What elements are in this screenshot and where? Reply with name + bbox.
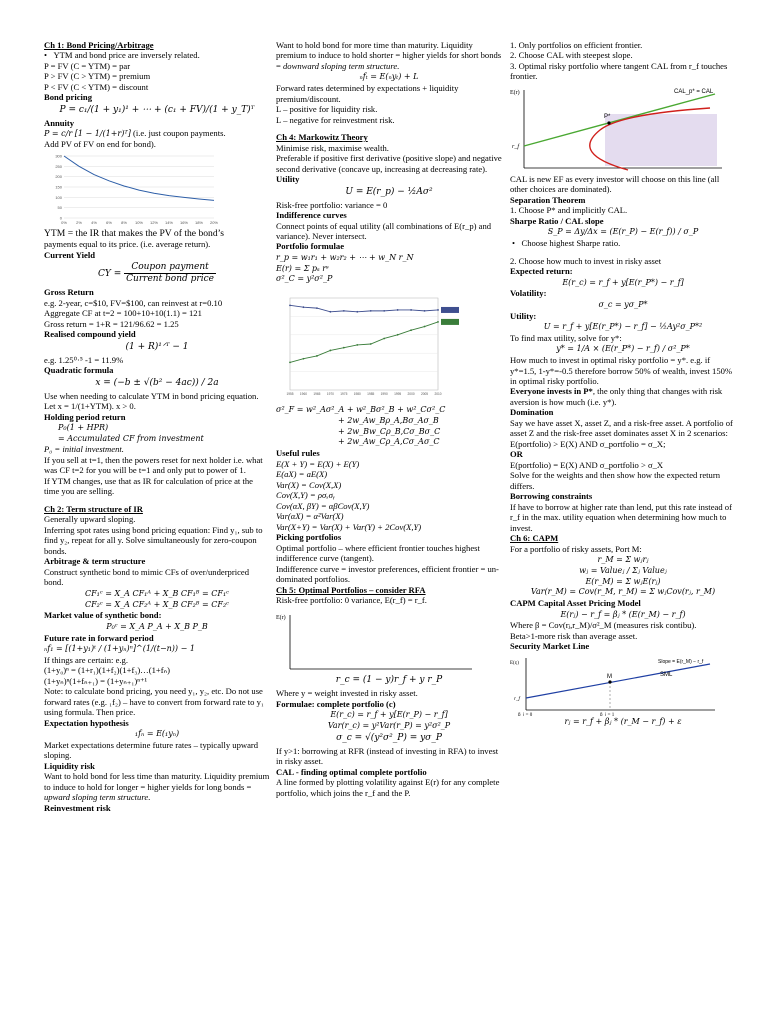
cy-numerator: Coupon payment: [124, 262, 216, 274]
gross-return-line: Gross return = 1+R = 121/96.62 = 1.25: [44, 318, 179, 329]
utility-equation: U = E(r_p) − ½Aσ²: [345, 186, 433, 197]
future-rate-equation: ₙf₁ = [(1+y₁)ᵗ / (1+yₙ)ⁿ]^(1/(t−n)) − 1: [44, 644, 195, 653]
rf-label: r_f: [512, 143, 520, 150]
domination-line: Say we have asset X, asset Z, and a risk-free asset. A portfolio of asset Z and the risk-free asset dominates asset X in 2 scenarios:: [510, 417, 733, 439]
rule: E(aX) = aE(X): [276, 469, 328, 480]
market-label: M: [607, 673, 612, 680]
quadratic-note: Use when needing to calculate YTM in bond pricing equation. Let x = 1/(1+YTM). x > 0.: [44, 390, 259, 412]
utility-heading: Utility: [276, 174, 300, 185]
ytm-definition-2: payments equal to its price. (i.e. average return).: [44, 239, 211, 250]
gross-return-line: e.g. 2-year, c=$10, FV=$100, can reinvest at r=0.10: [44, 297, 223, 308]
ch2-title: Ch 2: Term structure of IR: [44, 503, 143, 514]
ch6-line: For a portfolio of risky assets, Port M:: [510, 543, 642, 554]
market-value-heading: Market value of synthetic bond:: [44, 610, 162, 621]
future-rate-note: Note: to calculate bond pricing, you need y₁, y₂, etc. Do not use forward rates (e.g. ₁f₂) – have to convert from forward rate to y₁ using formula. Then price.: [44, 686, 264, 718]
x-tick-label: 1985: [367, 392, 375, 397]
x-tick-label: 2000: [407, 392, 415, 397]
beta-line: Beta>1-more risk than average asset.: [510, 630, 638, 641]
rule: Var(X+Y) = Var(X) + Var(Y) + 2Cov(X,Y): [276, 521, 422, 532]
or-label: OR: [510, 449, 523, 460]
series-point: [424, 310, 426, 312]
expectation-hypothesis-line: Market expectations determine future rates – typically upward sloping.: [44, 739, 259, 761]
optimal-point: [607, 121, 610, 124]
y-tick-label: 200: [55, 173, 62, 179]
x-tick-label: 1955: [286, 392, 294, 397]
hpr-note-2: If YTM changes, use that as IR for calculation of price at the time you are selling.: [44, 475, 253, 497]
x-tick-label: 2%: [76, 219, 82, 225]
picking-portfolios-line: Optimal portfolio – where efficient frontier touches highest indifference curve (tangent).: [276, 542, 480, 564]
x-tick-label: 1980: [353, 392, 361, 397]
column-1: [44, 40, 270, 813]
series-point: [370, 310, 372, 312]
market-point: [608, 680, 611, 683]
optimal-point-label: P*: [604, 113, 611, 120]
complete-portfolio-equation-2: Var(r_c) = y²Var(r_P) = y²σ²_P: [327, 721, 451, 731]
future-rate-line: (1+y₀)ⁿ = (1+r₁)(1+f₂)(1+f₃)…(1+fₙ): [44, 665, 170, 676]
sml-diagram: [510, 654, 725, 716]
x-tick-label: 16%: [179, 219, 189, 225]
series-point: [397, 309, 399, 311]
indifference-curves-heading: Indifference curves: [276, 210, 347, 221]
everyone-bold: Everyone invests in P*: [510, 386, 593, 397]
series-point: [383, 310, 385, 312]
sml-equation: rⱼ = r_f + βⱼ * (r_M − r_f) + ε: [564, 716, 682, 726]
series-point: [437, 321, 439, 323]
useful-rules-heading: Useful rules: [276, 448, 320, 459]
x-tick-label: 1965: [313, 392, 321, 397]
y-tick-label: 50: [57, 204, 62, 210]
ch6-equation-1: r_M = Σ wⱼrⱼ: [597, 555, 649, 565]
rule: Cov(X,Y) = ρσₓσᵧ: [276, 490, 335, 501]
market-value-equation: P₀ᶜ = X_A P_A + X_B P_B: [106, 621, 208, 631]
ch1-title: Ch 1: Bond Pricing/Arbitrage: [44, 40, 154, 50]
axis-label-er: E(r): [276, 615, 286, 622]
series-point: [437, 309, 439, 311]
x-tick-label: 14%: [164, 219, 174, 225]
capm-equation: E(rⱼ) − r_f = βⱼ * (E(r_M) − r_f): [560, 609, 686, 619]
bond-price-ytm-chart: [44, 150, 219, 228]
how-much-line: How much to invest in optimal risky portfolio = y*. e.g. if y*=1.5, 1-y*=-0.5 therefore borrow 50% of wealth, invest 150% in optimal risky portfolio.: [510, 355, 733, 386]
y-tick-label: 250: [55, 163, 62, 169]
reinvestment-line: L – negative for reinvestment risk.: [276, 114, 395, 125]
ch6-equation-2: wⱼ = Valueⱼ / Σⱼ Valueⱼ: [579, 565, 667, 575]
frontier-shade: [605, 114, 717, 166]
series-point: [383, 338, 385, 340]
capm-heading: CAPM Capital Asset Pricing Model: [510, 598, 641, 609]
ch5-equation: r_c = (1 − y)r_f + y r_P: [335, 675, 443, 686]
series-point: [343, 310, 345, 312]
series-point: [410, 309, 412, 311]
y-tick-label: 100: [55, 194, 62, 200]
gross-return-line: Aggregate CF at t=2 = 100+10+10(1.1) = 121: [44, 308, 202, 319]
series-point: [410, 330, 412, 332]
hpr-equation-1: P₀(1 + HPR): [58, 422, 109, 432]
sharpe-bullet: • Choose highest Sharpe ratio.: [510, 238, 736, 248]
quadratic-heading: Quadratic formula: [44, 365, 114, 376]
beta-one-label: β_j = 1: [600, 712, 615, 716]
price-curve: [64, 156, 214, 200]
x-tick-label: 1975: [340, 392, 348, 397]
ch4-title: Ch 4: Markowitz Theory: [276, 132, 368, 143]
separation-line: 1. Choose P* and implicitly CAL.: [510, 205, 628, 216]
hpr-heading: Holding period return: [44, 411, 126, 422]
separation-line: 2. Choose how much to invest in risky asset: [510, 255, 662, 266]
y-tick-label: 150: [55, 184, 62, 190]
borrowing-constraints-heading: Borrowing constraints: [510, 491, 593, 502]
ch4-line: Minimise risk, maximise wealth.: [276, 142, 389, 153]
y-star-equation: y* = 1/A × (E(r_P*) − r_f) / σ²_P*: [556, 344, 690, 354]
liquidity-risk-italic: upward sloping term structure: [44, 792, 149, 803]
plot-frame: [290, 298, 438, 390]
expected-return-equation: E(r_c) = r_f + y[E(r_P*) − r_f]: [562, 277, 684, 287]
beta-zero-label: β_j = 0: [518, 712, 533, 716]
future-rate-heading: Future rate in forward period: [44, 632, 154, 643]
ch4-line: Preferable if positive first derivative (positive slope) and negative second derivative (concave up, increasing at decreasing rate).: [276, 153, 502, 174]
future-rate-line: (1+yₙ)ⁿ(1+fₙ₊₁) = (1+yₙ₊₁)ⁿ⁺¹: [44, 675, 148, 686]
arbitrage-heading: Arbitrage & term structure: [44, 556, 146, 567]
variance-equation-2: + 2w_Aw_Bρ_A,Bσ_Aσ_B: [338, 415, 439, 425]
bond-pricing-heading: Bond pricing: [44, 92, 92, 103]
sharpe-equation: S_P = Δy/Δx = (E(r_P) − E(r_f)) / σ_P: [547, 227, 699, 237]
x-tick-label: 18%: [194, 219, 204, 225]
variance-equation-3: + 2w_Bw_Cρ_B,Cσ_Bσ_C: [338, 426, 441, 436]
indifference-curves-line: Connect points of equal utility (all combinations of E(r_p) and variance). Never intersect.: [276, 220, 492, 241]
volatility-chart: [276, 292, 461, 404]
sml-line: [526, 664, 710, 698]
slope-label: Slope = E(r_M) − r_f: [658, 658, 704, 665]
arbitrage-equation-1: CF₁ᶜ = X_A CF₁ᴬ + X_B CF₁ᴮ = CF₁ᶜ: [85, 588, 229, 598]
rule: E(X + Y) = E(X) + E(Y): [276, 458, 360, 469]
sharpe-heading: Sharpe Ratio / CAL slope: [510, 215, 604, 226]
rcy-equation: (1 + R)¹ᐟᵀ − 1: [125, 341, 189, 352]
chart-plot-area: [55, 153, 218, 225]
bond-pricing-equation: P = c₁/(1 + y₁)¹ + ⋯ + (c₁ + FV)/(1 + y_T)ᵀ: [59, 104, 255, 115]
series-point: [356, 311, 358, 313]
reinvestment-equation: ₙfₜ = E(ₙyₜ) + L: [359, 72, 419, 82]
x-tick-label: 4%: [91, 219, 97, 225]
x-tick-label: 8%: [121, 219, 127, 225]
ch2-line: Generally upward sloping.: [44, 514, 136, 525]
picking-portfolios-line: Indifference curve = investor preferences, efficient frontier = un-dominated portfolios.: [276, 563, 499, 585]
ytm-definition: YTM = the IR that makes the PV of the bond’s: [44, 227, 225, 239]
rcy-heading: Realised compound yield: [44, 329, 136, 340]
hpr-p0: P₀ = initial investment.: [44, 444, 124, 455]
everyone-text: , the only thing that changes with risk aversion is how much (i.e. y*).: [510, 386, 723, 407]
series-point: [329, 311, 331, 313]
series-end-tag: [441, 307, 459, 313]
x-tick-label: 1990: [380, 392, 388, 397]
sml-heading: Security Market Line: [510, 641, 590, 652]
arbitrage-equation-2: CF₂ᶜ = X_A CF₂ᴬ + X_B CF₂ᴮ = CF₂ᶜ: [85, 599, 229, 609]
reinvestment-risk-heading: Reinvestment risk: [44, 802, 111, 813]
borrowing-constraints-line: If have to borrow at higher rate than lend, put this rate instead of r_f in the max. utility equation when determining how much to invest.: [510, 501, 732, 533]
portfolio-equation-2: E(r) = Σ pₛ rˢ: [276, 263, 329, 273]
y-tick-label: 0: [59, 215, 62, 221]
series-point: [329, 350, 331, 352]
column-3: [510, 40, 736, 728]
series-point: [289, 362, 291, 364]
current-yield-heading: Current Yield: [44, 249, 95, 260]
cal-step: 2. Choose CAL with steepest slope.: [510, 50, 633, 61]
cal-line: A line formed by plotting volatility against E(r) for any complete portfolio, which joins the r_f and the P.: [276, 777, 500, 798]
x-tick-label: 2005: [420, 392, 429, 397]
future-rate-line: If things are certain: e.g.: [44, 654, 128, 665]
series-point: [370, 343, 372, 345]
complete-portfolio-equation-1: E(r_c) = r_f + y[E(r_P) − r_f]: [330, 710, 448, 720]
ch6-equation-4: Var(r_M) = Cov(r_M, r_M) = Σ wⱼCov(rⱼ, r_M): [530, 587, 716, 597]
reinvestment-line: L – positive for liquidity risk.: [276, 104, 378, 115]
expectation-hypothesis-equation: ₁fₙ = E(₁yₙ): [134, 729, 180, 739]
series-point: [356, 344, 358, 346]
series-point: [343, 347, 345, 349]
quadratic-equation: x = (−b ± √(b² − 4ac)) / 2a: [95, 377, 219, 388]
annuity-equation: P = c/r [1 − 1/(1+r)ᵀ]: [44, 129, 131, 139]
x-tick-label: 10%: [134, 219, 144, 225]
x-tick-label: 2010: [434, 392, 442, 397]
reinvestment-risk-text: Want to hold bond for more time than maturity. Liquidity premium to induce to hold shorter = higher yields for short bonds =: [276, 40, 502, 71]
rule: Var(αX) = α²Var(X): [276, 511, 344, 522]
risk-free-cal-diagram: [276, 611, 476, 673]
y-tick-label: 300: [55, 153, 62, 159]
annuity-note-2: Add PV of FV on end for bond).: [44, 139, 156, 150]
cal-step: 1. Only portfolios on efficient frontier.: [510, 40, 643, 50]
series-point: [397, 334, 399, 336]
ch2-line: Inferring spot rates using bond pricing equation: Find y₁, sub to find y₂, repeat for all y. Solve simultaneously for zero-coupon bonds.: [44, 524, 263, 556]
hpr-note: If you sell at t=1, then the powers reset for next holder i.e. what was CF t=2 for you will be t=1 and only put to power of 1.: [44, 454, 263, 476]
liquidity-risk-line: [44, 771, 270, 802]
domination-line: E(portfolio) = E(X) AND σ_portfolio > σ_X: [510, 459, 664, 470]
cal-label: CAL_p* = CAL: [674, 88, 714, 95]
ch5-line: Risk-free portfolio: 0 variance, E(r_f) = r_f.: [276, 594, 427, 605]
portfolio-formulae-heading: Portfolio formulae: [276, 241, 345, 252]
ch5-title: Ch 5: Optimal Portfolios – consider RFA: [276, 584, 426, 595]
series-point: [424, 326, 426, 328]
axis-label-erj: E(rⱼ): [510, 660, 519, 666]
cal-frontier-diagram: [510, 84, 725, 174]
x-tick-label: 12%: [149, 219, 159, 225]
borrowing-note: If y>1: borrowing at RFR (instead of investing in RFA) to invest in risky asset.: [276, 745, 499, 767]
domination-line: E(portfolio) > E(X) AND σ_portfolio = σ_X;: [510, 438, 666, 449]
series-point: [303, 358, 305, 360]
x-tick-label: 6%: [106, 219, 112, 225]
portfolio-equation-1: r_p = w₁r₁ + w₂r₂ + ⋯ + w_N r_N: [276, 252, 414, 262]
series-end-tag: [441, 319, 459, 325]
ch1-line: P < FV (C < YTM) = discount: [44, 81, 149, 92]
series-point: [316, 307, 318, 309]
variance-equation-4: + 2w_Aw_Cρ_A,Cσ_Aσ_C: [338, 437, 440, 447]
x-tick-label: 1995: [394, 392, 402, 397]
cy-lhs: CY =: [98, 269, 122, 280]
ch6-title: Ch 6: CAPM: [510, 533, 559, 544]
capm-where: Where β = Cov(rⱼ,r_M)/σ²_M (measures risk contibu).: [510, 620, 697, 631]
sml-label: SML: [660, 671, 673, 678]
picking-portfolios-heading: Picking portfolios: [276, 532, 342, 543]
current-yield-equation: [44, 262, 270, 285]
arbitrage-line: Construct synthetic bond to mimic CFs of over/underpriced bond.: [44, 566, 250, 588]
liquidity-risk-dot: .: [148, 792, 151, 803]
reinvestment-line: Forward rates determined by expectations + liquidity premium/discount.: [276, 83, 459, 104]
x-tick-label: 0%: [61, 219, 67, 225]
utility-heading: Utility:: [510, 310, 537, 321]
axis-label-er: E(r): [510, 89, 520, 96]
reinvestment-risk-line: [276, 40, 502, 71]
liquidity-risk-text: Want to hold bond for less time than maturity. Liquidity premium to induce to hold for longer = higher yields for long bonds =: [44, 771, 270, 792]
ch1-bullet: • YTM and bond price are inversely related.: [44, 50, 270, 60]
variance-equation-1: σ²_F = w²_Aσ²_A + w²_Bσ²_B + w²_Cσ²_C: [276, 405, 446, 415]
max-utility-line: To find max utility, solve for y*:: [510, 332, 622, 343]
everyone-line: [510, 386, 736, 407]
series-point: [303, 307, 305, 309]
gross-return-heading: Gross Return: [44, 287, 94, 298]
reinvestment-risk-italic: downward sloping term structure.: [280, 60, 400, 71]
column-2: [276, 40, 502, 798]
cal-heading: CAL - finding optimal complete portfolio: [276, 766, 427, 777]
x-tick-label: 20%: [209, 219, 219, 225]
x-tick-label: 1970: [326, 392, 334, 397]
series-point: [289, 305, 291, 307]
domination-line: Solve for the weights and then show how the expected return differs.: [510, 470, 721, 491]
chart-plot-area: [286, 298, 459, 396]
risk-free-portfolio: Risk-free portfolio: variance = 0: [276, 199, 388, 210]
portfolio-equation-3: σ²_C = y²σ²_P: [276, 274, 333, 284]
ch5-line: Where y = weight invested in risky asset.: [276, 688, 418, 699]
rule: Var(X) = Cov(X,X): [276, 479, 342, 490]
separation-heading: Separation Theorem: [510, 194, 586, 205]
annuity-note: (i.e. just coupon payments.: [130, 128, 226, 139]
rule: Cov(αX, βY) = αβCov(X,Y): [276, 500, 370, 511]
ch6-equation-3: E(r_M) = Σ wⱼE(rⱼ): [585, 576, 661, 586]
complete-portfolio-heading: Formulae: complete portfolio (c): [276, 698, 396, 709]
volatility-heading: Volatility:: [510, 288, 547, 299]
complete-portfolio-equation-3: σ_c = √(y²σ²_P) = yσ_P: [336, 732, 442, 743]
domination-heading: Domination: [510, 407, 554, 418]
annuity-heading: Annuity: [44, 117, 75, 128]
cal-step: 3. Optimal risky portfolio where tangent CAL from r_f touches frontier.: [510, 60, 728, 82]
cal-new-ef: CAL is new EF as every investor will choose on this line (all other choices are dominated).: [510, 173, 720, 195]
x-tick-label: 1960: [299, 392, 308, 397]
volatility-equation: σ_c = yσ_P*: [598, 299, 648, 309]
series-point: [316, 355, 318, 357]
expectation-hypothesis-heading: Expectation hypothesis: [44, 717, 129, 728]
rcy-example: e.g. 1.25⁰·⁵ -1 = 11.9%: [44, 354, 124, 365]
rf-label: r_f: [514, 696, 520, 702]
ch1-line: P = FV (C = YTM) = par: [44, 60, 131, 71]
hpr-equation-2: = Accumulated CF from investment: [58, 433, 204, 443]
utility-equation: U = r_f + y[E(r_P*) − r_f] − ½Ay²σ_P*²: [543, 322, 703, 332]
ch1-line: P > FV (C > YTM) = premium: [44, 71, 151, 82]
cy-denominator: Current bond price: [126, 274, 214, 285]
liquidity-risk-heading: Liquidity risk: [44, 760, 95, 771]
expected-return-heading: Expected return:: [510, 266, 573, 277]
